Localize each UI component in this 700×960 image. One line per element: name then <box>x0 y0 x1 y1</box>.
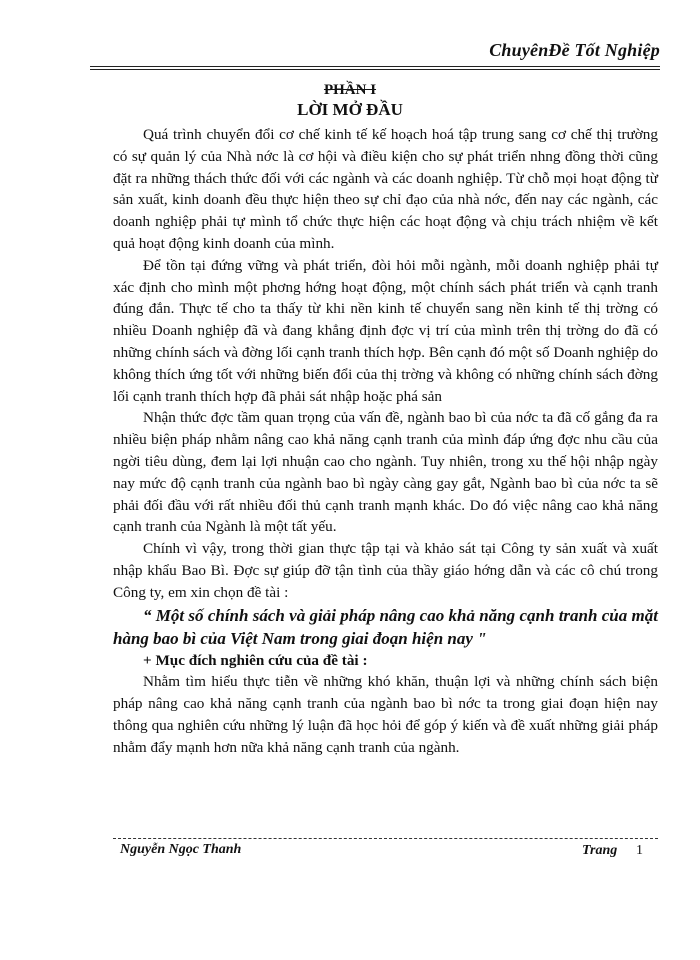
paragraph-awareness: Nhận thức đợc tầm quan trọng của vấn đề, ngành bao bì của nớc ta đã cố gắng đa ra nhiều biện pháp nhằm nâng cao khả năng cạnh tranh của mình đáp ứng đợc nhu cầu của ngời tiêu dùng, đem lại lợi nhuận cao cho ngành. Tuy nhiên, trong xu thế hội nhập ngày nay mức độ cạnh tranh của ngành bao bì ngày càng gay gắt, Ngành bao bì của nớc ta sẽ phải đối đầu với rất nhiều đối thủ cạnh tranh mạnh khác. Do đó việc nâng cao khả năng cạnh tranh của Ngành là một tất yếu. <box>113 409 658 536</box>
topic-title: “ Một số chính sách và giải pháp nâng cao khả năng cạnh tranh của mặt hàng bao bì của Việt Nam trong giai đoạn hiện nay " <box>113 605 658 648</box>
footer-divider <box>113 838 658 839</box>
paragraph-topic-choice: Chính vì vậy, trong thời gian thực tập tại và khảo sát tại Công ty sản xuất và xuất nhập khẩu Bao Bì. Đợc sự giúp đỡ tận tình của thầy giáo hớng dẫn và các cô chú trong Công ty, em xin chọn đề tài : <box>113 540 658 601</box>
section-label: PHẦN I <box>323 82 377 98</box>
page-header <box>90 34 660 66</box>
section-title: LỜI MỞ ĐẦU <box>297 100 403 119</box>
footer-author: Nguyễn Ngọc Thanh <box>120 842 242 857</box>
header-title: ChuyênĐề Tốt Nghiệp <box>489 40 660 60</box>
document-body <box>113 124 658 759</box>
paragraph-purpose: Nhằm tìm hiểu thực tiễn về những khó khăn, thuận lợi và những chính sách biện pháp nâng cao khả năng cạnh tranh của ngành bao bì nớc ta trong giai đoạn hiện nay thông qua nghiên cứu những lý luận đã học hỏi để góp ý kiến và đề xuất những giải pháp nhằm đẩy mạnh hơn nữa khả năng cạnh tranh của ngành. <box>113 673 658 756</box>
paragraph-intro: Quá trình chuyển đổi cơ chế kinh tế kế hoạch hoá tập trung sang cơ chế thị trường có sự quản lý của Nhà nớc là cơ hội và điều kiện cho sự phát triển nhng đồng thời cũng đặt ra những thách thức đối với các ngành và các doanh nghiệp. Từ chỗ mọi hoạt động từ sản xuất, kinh doanh đều thực hiện theo sự chỉ đạo của nhà nớc, đến nay các ngành, các doanh nghiệp phải tự mình tổ chức thực hiện các hoạt động và chịu trách nhiệm về kết quả hoạt động kinh doanh của mình. <box>113 126 658 252</box>
paragraph-survival: Để tồn tại đứng vững và phát triển, đòi hỏi mỗi ngành, mỗi doanh nghiệp phải tự xác định cho mình một phơng hớng hoạt động, một chính sách phát triển và cạnh tranh đúng đắn. Thực tế cho ta thấy từ khi nền kinh tế chuyển sang nền kinh tế thị trờng có nhiều Doanh nghiệp đã và đang khẳng định đợc vị trí của mình trên thị trờng do đã có những chính sách và đờng lối cạnh tranh thích hợp. Bên cạnh đó một số Doanh nghiệp do không thích ứng tốt với những biến đổi của thị trờng và không có những chính sách đờng lối cạnh tranh thích hợp đã phải sát nhập hoặc phá sản <box>113 256 658 405</box>
footer-page-number: 1 <box>636 843 643 858</box>
purpose-heading: + Mục đích nghiên cứu của đề tài : <box>143 651 368 669</box>
footer-page-label: Trang <box>582 843 618 858</box>
header-divider <box>90 66 660 70</box>
